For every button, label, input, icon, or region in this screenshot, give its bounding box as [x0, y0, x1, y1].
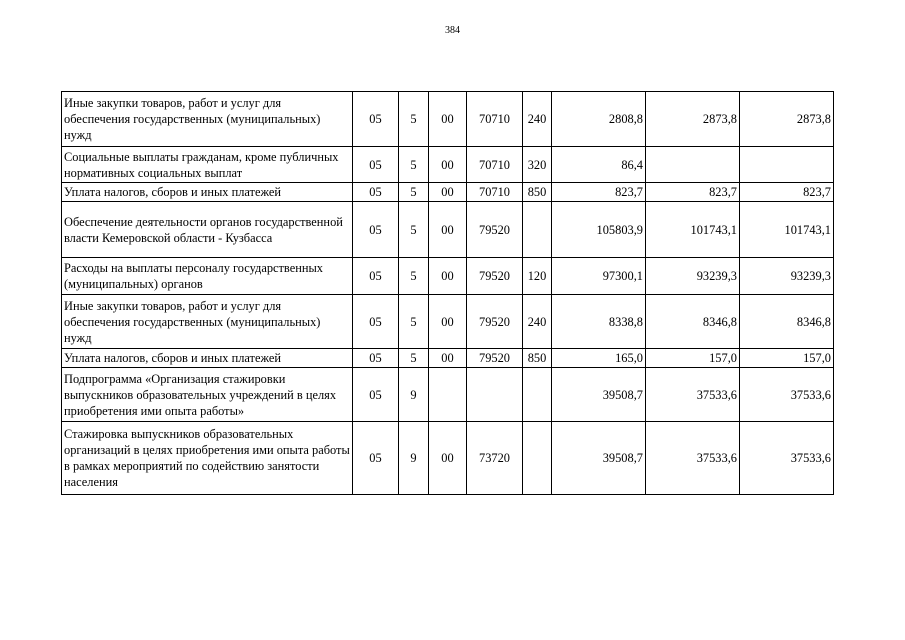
amount-col-3: 157,0	[740, 349, 834, 368]
amount-col-1: 39508,7	[552, 368, 646, 422]
expense-direction-code: 70710	[467, 183, 523, 202]
subsection-code: 5	[399, 349, 429, 368]
subsection-code: 5	[399, 258, 429, 295]
expense-direction-code: 70710	[467, 147, 523, 183]
subsection-code: 5	[399, 202, 429, 258]
table-row	[62, 368, 834, 422]
program-code: 00	[429, 422, 467, 495]
table-row	[62, 295, 834, 349]
amount-col-1: 97300,1	[552, 258, 646, 295]
expense-type-code	[523, 202, 552, 258]
amount-col-1: 39508,7	[552, 422, 646, 495]
amount-col-3: 2873,8	[740, 92, 834, 147]
amount-col-3: 8346,8	[740, 295, 834, 349]
expense-type-code	[523, 368, 552, 422]
budget-item-name: Иные закупки товаров, работ и услуг для обеспечения государственных (муниципальных) нужд	[62, 92, 353, 147]
expense-type-code: 240	[523, 92, 552, 147]
section-code: 05	[353, 258, 399, 295]
program-code: 00	[429, 92, 467, 147]
amount-col-3: 101743,1	[740, 202, 834, 258]
amount-col-1: 2808,8	[552, 92, 646, 147]
program-code: 00	[429, 349, 467, 368]
amount-col-2: 93239,3	[646, 258, 740, 295]
amount-col-3	[740, 147, 834, 183]
amount-col-1: 86,4	[552, 147, 646, 183]
program-code: 00	[429, 183, 467, 202]
table-row	[62, 183, 834, 202]
program-code: 00	[429, 258, 467, 295]
budget-item-name: Уплата налогов, сборов и иных платежей	[62, 349, 353, 368]
subsection-code: 5	[399, 92, 429, 147]
expense-direction-code: 79520	[467, 202, 523, 258]
program-code	[429, 368, 467, 422]
section-code: 05	[353, 368, 399, 422]
expense-direction-code: 79520	[467, 258, 523, 295]
page-number: 384	[445, 25, 460, 36]
expense-direction-code	[467, 368, 523, 422]
table-row	[62, 349, 834, 368]
budget-item-name: Уплата налогов, сборов и иных платежей	[62, 183, 353, 202]
amount-col-3: 37533,6	[740, 422, 834, 495]
table-row	[62, 202, 834, 258]
expense-type-code: 850	[523, 349, 552, 368]
amount-col-3: 37533,6	[740, 368, 834, 422]
section-code: 05	[353, 295, 399, 349]
budget-item-name: Подпрограмма «Организация стажировки выпускников образовательных учреждений в целях приобретения ими опыта работы»	[62, 368, 353, 422]
amount-col-2: 2873,8	[646, 92, 740, 147]
amount-col-2: 37533,6	[646, 368, 740, 422]
section-code: 05	[353, 202, 399, 258]
program-code: 00	[429, 295, 467, 349]
subsection-code: 9	[399, 368, 429, 422]
section-code: 05	[353, 147, 399, 183]
expense-direction-code: 79520	[467, 349, 523, 368]
subsection-code: 5	[399, 295, 429, 349]
budget-item-name: Расходы на выплаты персоналу государственных (муниципальных) органов	[62, 258, 353, 295]
budget-item-name: Обеспечение деятельности органов государственной власти Кемеровской области - Кузбасса	[62, 202, 353, 258]
table-row	[62, 422, 834, 495]
section-code: 05	[353, 349, 399, 368]
subsection-code: 5	[399, 147, 429, 183]
table-row	[62, 147, 834, 183]
section-code: 05	[353, 92, 399, 147]
table-row	[62, 92, 834, 147]
section-code: 05	[353, 422, 399, 495]
expense-type-code: 320	[523, 147, 552, 183]
table-body	[62, 92, 834, 495]
amount-col-2: 823,7	[646, 183, 740, 202]
budget-table	[61, 91, 834, 495]
budget-item-name: Социальные выплаты гражданам, кроме публичных нормативных социальных выплат	[62, 147, 353, 183]
table-row	[62, 258, 834, 295]
amount-col-1: 165,0	[552, 349, 646, 368]
amount-col-2: 37533,6	[646, 422, 740, 495]
expense-direction-code: 73720	[467, 422, 523, 495]
amount-col-1: 8338,8	[552, 295, 646, 349]
expense-type-code: 240	[523, 295, 552, 349]
amount-col-2: 101743,1	[646, 202, 740, 258]
amount-col-3: 93239,3	[740, 258, 834, 295]
program-code: 00	[429, 147, 467, 183]
expense-direction-code: 70710	[467, 92, 523, 147]
program-code: 00	[429, 202, 467, 258]
expense-direction-code: 79520	[467, 295, 523, 349]
amount-col-2	[646, 147, 740, 183]
subsection-code: 9	[399, 422, 429, 495]
subsection-code: 5	[399, 183, 429, 202]
budget-item-name: Стажировка выпускников образовательных организаций в целях приобретения ими опыта работы в рамках мероприятий по содействию занятости населения	[62, 422, 353, 495]
budget-item-name: Иные закупки товаров, работ и услуг для обеспечения государственных (муниципальных) нужд	[62, 295, 353, 349]
amount-col-1: 105803,9	[552, 202, 646, 258]
amount-col-2: 8346,8	[646, 295, 740, 349]
expense-type-code: 850	[523, 183, 552, 202]
amount-col-3: 823,7	[740, 183, 834, 202]
amount-col-1: 823,7	[552, 183, 646, 202]
expense-type-code	[523, 422, 552, 495]
amount-col-2: 157,0	[646, 349, 740, 368]
section-code: 05	[353, 183, 399, 202]
expense-type-code: 120	[523, 258, 552, 295]
